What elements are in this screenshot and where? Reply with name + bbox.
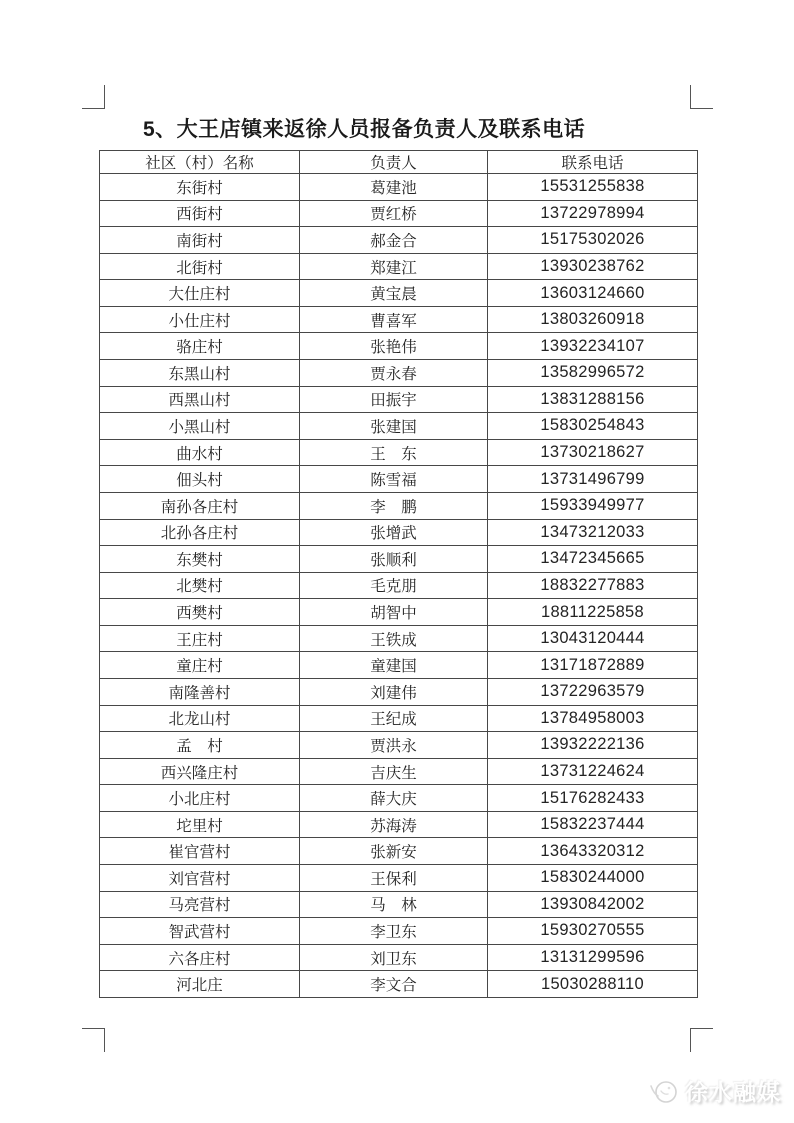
village-name-cell: 东黑山村 xyxy=(100,360,300,387)
phone-cell: 13722978994 xyxy=(488,200,698,227)
contact-name-cell: 张建国 xyxy=(300,413,488,440)
watermark-text: 徐水融媒 xyxy=(685,1079,781,1105)
village-name-cell: 曲水村 xyxy=(100,439,300,466)
contact-name-cell: 胡智中 xyxy=(300,599,488,626)
village-name-cell: 南隆善村 xyxy=(100,678,300,705)
table-row xyxy=(100,838,698,865)
village-name-cell: 北龙山村 xyxy=(100,705,300,732)
table-row xyxy=(100,306,698,333)
village-name-cell: 坨里村 xyxy=(100,811,300,838)
village-name-cell: 西黑山村 xyxy=(100,386,300,413)
table-row xyxy=(100,572,698,599)
phone-cell: 13930842002 xyxy=(488,891,698,918)
table-row xyxy=(100,732,698,759)
village-name-cell: 六各庄村 xyxy=(100,944,300,971)
phone-cell: 13930238762 xyxy=(488,253,698,280)
phone-cell: 13932222136 xyxy=(488,732,698,759)
contact-name-cell: 黄宝晨 xyxy=(300,280,488,307)
contact-name-cell: 李 鹏 xyxy=(300,492,488,519)
village-name-cell: 西兴隆庄村 xyxy=(100,758,300,785)
contact-name-cell: 李卫东 xyxy=(300,918,488,945)
phone-cell: 13731496799 xyxy=(488,466,698,493)
village-name-cell: 骆庄村 xyxy=(100,333,300,360)
table-header-row xyxy=(100,151,698,174)
phone-cell: 13803260918 xyxy=(488,306,698,333)
table-row xyxy=(100,546,698,573)
table-row xyxy=(100,865,698,892)
contact-name-cell: 王保利 xyxy=(300,865,488,892)
header-person-in-charge: 负责人 xyxy=(300,151,488,174)
contact-name-cell: 毛克朋 xyxy=(300,572,488,599)
contact-name-cell: 陈雪福 xyxy=(300,466,488,493)
village-name-cell: 西街村 xyxy=(100,200,300,227)
village-name-cell: 北樊村 xyxy=(100,572,300,599)
phone-cell: 13731224624 xyxy=(488,758,698,785)
village-name-cell: 西樊村 xyxy=(100,599,300,626)
crop-mark-bottom-left xyxy=(82,1028,105,1052)
table-row xyxy=(100,386,698,413)
contact-name-cell: 刘卫东 xyxy=(300,944,488,971)
contact-name-cell: 吉庆生 xyxy=(300,758,488,785)
table-row xyxy=(100,174,698,201)
table-row xyxy=(100,253,698,280)
phone-cell: 13831288156 xyxy=(488,386,698,413)
phone-cell: 15832237444 xyxy=(488,811,698,838)
village-name-cell: 童庄村 xyxy=(100,652,300,679)
contact-name-cell: 葛建池 xyxy=(300,174,488,201)
phone-cell: 15933949977 xyxy=(488,492,698,519)
phone-cell: 13131299596 xyxy=(488,944,698,971)
village-name-cell: 佃头村 xyxy=(100,466,300,493)
village-name-cell: 孟 村 xyxy=(100,732,300,759)
table-row xyxy=(100,891,698,918)
table-row xyxy=(100,492,698,519)
phone-cell: 15830244000 xyxy=(488,865,698,892)
table-row xyxy=(100,439,698,466)
media-watermark xyxy=(648,1074,781,1107)
phone-cell: 13643320312 xyxy=(488,838,698,865)
phone-cell: 15531255838 xyxy=(488,174,698,201)
village-name-cell: 东街村 xyxy=(100,174,300,201)
table-row xyxy=(100,333,698,360)
phone-cell: 13473212033 xyxy=(488,519,698,546)
table-row xyxy=(100,944,698,971)
contact-name-cell: 王 东 xyxy=(300,439,488,466)
contact-name-cell: 薛大庆 xyxy=(300,785,488,812)
header-contact-phone: 联系电话 xyxy=(488,151,698,174)
phone-cell: 13171872889 xyxy=(488,652,698,679)
contact-name-cell: 苏海涛 xyxy=(300,811,488,838)
contact-name-cell: 李文合 xyxy=(300,971,488,998)
table-row xyxy=(100,519,698,546)
table-row xyxy=(100,227,698,254)
phone-cell: 15930270555 xyxy=(488,918,698,945)
village-name-cell: 东樊村 xyxy=(100,546,300,573)
table-row xyxy=(100,758,698,785)
village-name-cell: 智武营村 xyxy=(100,918,300,945)
contact-name-cell: 童建国 xyxy=(300,652,488,679)
contact-name-cell: 曹喜军 xyxy=(300,306,488,333)
phone-cell: 18811225858 xyxy=(488,599,698,626)
village-name-cell: 河北庄 xyxy=(100,971,300,998)
contact-name-cell: 贾永春 xyxy=(300,360,488,387)
phone-cell: 13603124660 xyxy=(488,280,698,307)
village-name-cell: 大仕庄村 xyxy=(100,280,300,307)
phone-cell: 18832277883 xyxy=(488,572,698,599)
table-body xyxy=(100,174,698,998)
phone-cell: 13932234107 xyxy=(488,333,698,360)
village-name-cell: 北孙各庄村 xyxy=(100,519,300,546)
contact-name-cell: 贾洪永 xyxy=(300,732,488,759)
phone-cell: 13472345665 xyxy=(488,546,698,573)
village-name-cell: 北街村 xyxy=(100,253,300,280)
page-title: 5、大王店镇来返徐人员报备负责人及联系电话 xyxy=(143,118,586,141)
phone-cell: 13043120444 xyxy=(488,625,698,652)
phone-cell: 13582996572 xyxy=(488,360,698,387)
contact-name-cell: 刘建伟 xyxy=(300,678,488,705)
village-name-cell: 刘官营村 xyxy=(100,865,300,892)
table-row xyxy=(100,413,698,440)
village-name-cell: 马亮营村 xyxy=(100,891,300,918)
phone-cell: 15830254843 xyxy=(488,413,698,440)
media-logo-icon xyxy=(648,1076,680,1106)
phone-cell: 15175302026 xyxy=(488,227,698,254)
contact-name-cell: 郝金合 xyxy=(300,227,488,254)
table-header xyxy=(100,151,698,174)
crop-mark-top-left xyxy=(82,85,105,109)
village-name-cell: 崔官营村 xyxy=(100,838,300,865)
contact-name-cell: 郑建江 xyxy=(300,253,488,280)
contact-name-cell: 田振宇 xyxy=(300,386,488,413)
village-name-cell: 小黑山村 xyxy=(100,413,300,440)
table-row xyxy=(100,678,698,705)
table-row xyxy=(100,705,698,732)
contact-name-cell: 贾红桥 xyxy=(300,200,488,227)
contact-name-cell: 张艳伟 xyxy=(300,333,488,360)
contact-name-cell: 马 林 xyxy=(300,891,488,918)
contact-table xyxy=(99,150,698,998)
village-name-cell: 王庄村 xyxy=(100,625,300,652)
village-name-cell: 小北庄村 xyxy=(100,785,300,812)
village-name-cell: 南孙各庄村 xyxy=(100,492,300,519)
crop-mark-top-right xyxy=(690,85,713,109)
table-row xyxy=(100,599,698,626)
table-row xyxy=(100,918,698,945)
contact-name-cell: 张新安 xyxy=(300,838,488,865)
table-row xyxy=(100,466,698,493)
table-row xyxy=(100,785,698,812)
table-row xyxy=(100,360,698,387)
contact-name-cell: 王纪成 xyxy=(300,705,488,732)
table-row xyxy=(100,971,698,998)
table-row xyxy=(100,625,698,652)
contact-name-cell: 张增武 xyxy=(300,519,488,546)
table-row xyxy=(100,811,698,838)
table-row xyxy=(100,280,698,307)
contact-name-cell: 张顺利 xyxy=(300,546,488,573)
phone-cell: 15176282433 xyxy=(488,785,698,812)
table-row xyxy=(100,200,698,227)
crop-mark-bottom-right xyxy=(690,1028,713,1052)
village-name-cell: 南街村 xyxy=(100,227,300,254)
phone-cell: 15030288110 xyxy=(488,971,698,998)
village-name-cell: 小仕庄村 xyxy=(100,306,300,333)
header-village-name: 社区（村）名称 xyxy=(100,151,300,174)
table-row xyxy=(100,652,698,679)
phone-cell: 13784958003 xyxy=(488,705,698,732)
phone-cell: 13730218627 xyxy=(488,439,698,466)
phone-cell: 13722963579 xyxy=(488,678,698,705)
contact-name-cell: 王铁成 xyxy=(300,625,488,652)
